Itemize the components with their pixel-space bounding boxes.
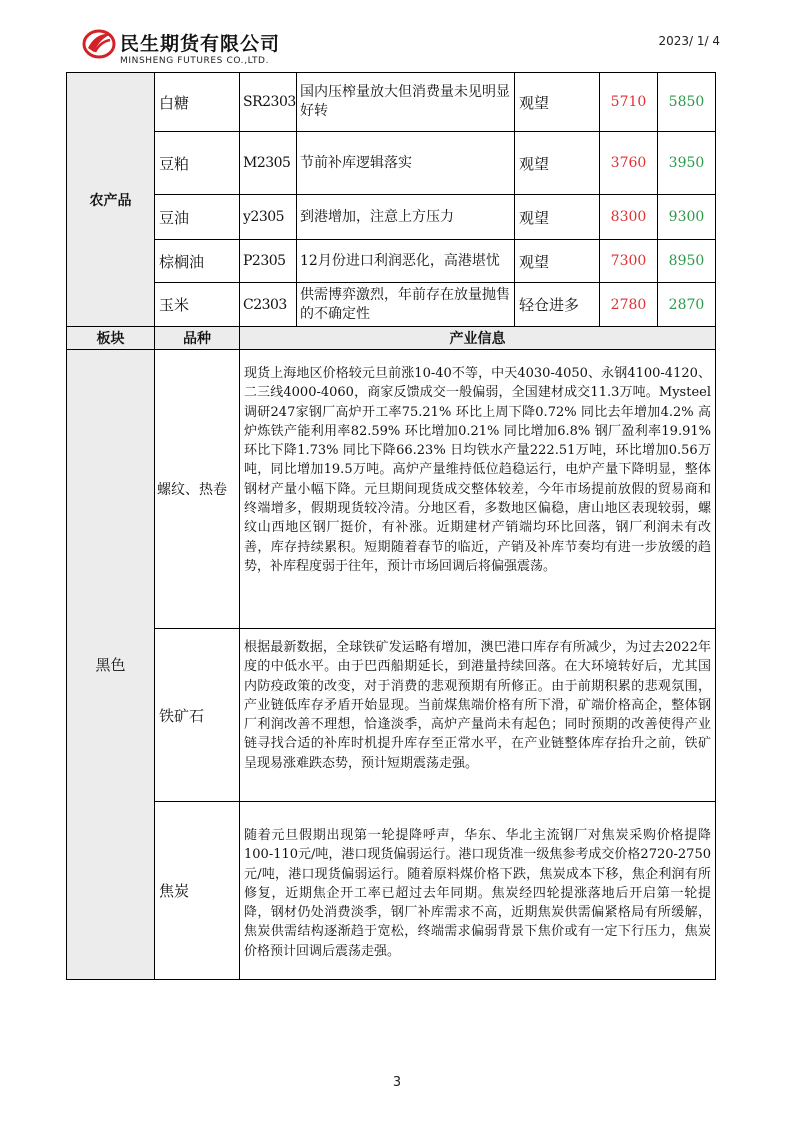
contract-code-cell: P2305 [239,239,297,283]
view-cell: 观望 [514,194,600,240]
contract-code-cell: C2303 [239,282,297,327]
variety-cell: 豆粕 [154,131,240,195]
support-price-cell: 8300 [599,194,658,240]
variety-cell: 焦炭 [154,801,240,980]
variety-cell: 豆油 [154,194,240,240]
industry-info-cell: 根据最新数据，全球铁矿发运略有增加，澳巴港口库存有所减少，为过去2022年度的中低水平。由于巴西船期延长，到港量持续回落。在大环境转好后，尤其国内防疫政策的改变，对于消费的悲观预期有所修正。由于前期积累的悲观氛围，产业链低库存矛盾开始显现。当前煤焦端价格有所下滑，矿端价格高企，整体钢厂利润改善不理想，恰逢淡季，高炉产量尚未有起色；同时预期的改善使得产业链寻找合适的补库时机提升库存至正常水平，在产业链整体库存抬升之前，铁矿呈现易涨难跌态势，预计短期震荡走强。 [239,628,716,802]
resistance-price-cell: 5850 [657,72,716,132]
variety-cell: 铁矿石 [154,628,240,802]
minsheng-logo-icon [82,26,116,60]
news-cell: 国内压榨量放大但消费量未见明显好转 [296,72,515,132]
industry-info-cell: 随着元旦假期出现第一轮提降呼声，华东、华北主流钢厂对焦炭采购价格提降100-110元/吨，港口现货偏弱运行。港口现货准一级焦参考成交价格2720-2750元/吨，港口现货偏弱运行。随着原料煤价格下跌，焦炭成本下移，焦企利润有所修复，近期焦企开工率已超过去年同期。焦炭经四轮提涨落地后开启第一轮提降，钢材仍处消费淡季，钢厂补库需求不高，近期焦炭供需偏紧格局有所缓解，焦炭供需结构逐渐趋于宽松，终端需求偏弱背景下焦价或有一定下行压力，焦炭价格预计回调后震荡走强。 [239,801,716,980]
support-price-cell: 3760 [599,131,658,195]
header-sector: 板块 [66,326,155,350]
view-cell: 观望 [514,72,600,132]
news-cell: 到港增加，注意上方压力 [296,194,515,240]
resistance-price-cell: 9300 [657,194,716,240]
support-price-cell: 7300 [599,239,658,283]
report-date: 2023/ 1/ 4 [658,34,720,48]
sector-cell-agri: 农产品 [66,72,155,327]
variety-cell: 白糖 [154,72,240,132]
view-cell: 观望 [514,131,600,195]
page-header [82,26,722,72]
variety-cell: 螺纹、热卷 [154,349,240,629]
sector-cell-black: 黑色 [66,349,155,980]
resistance-price-cell: 2870 [657,282,716,327]
resistance-price-cell: 3950 [657,131,716,195]
resistance-price-cell: 8950 [657,239,716,283]
variety-cell: 棕榈油 [154,239,240,283]
news-cell: 12月份进口利润恶化，高港堪忧 [296,239,515,283]
industry-info-cell: 现货上海地区价格较元旦前涨10-40不等，中天4030-4050、永钢4100-4120、二三线4000-4060，商家反馈成交一般偏弱，全国建材成交11.3万吨。Mysteel调研247家钢厂高炉开工率75.21% 环比上周下降0.72% 同比去年增加4.2% 高炉炼铁产能利用率82.59% 环比增加0.21% 同比增加6.8% 钢厂盈利率19.91% 环比下降1.73% 同比下降66.23% 日均铁水产量222.51万吨，环比增加0.56万吨，同比增加19.5万吨。高炉产量维持低位趋稳运行，电炉产量下降明显，整体钢材产量小幅下降。元旦期间现货成交整体较差，今年市场提前放假的贸易商和终端增多，假期现货较冷清。分地区看，多数地区偏稳，唐山地区表现较弱，螺纹山西地区钢厂挺价，有补涨。近期建材产销端均环比回落，钢厂利润未有改善，库存持续累积。短期随着春节的临近，产销及补库节奏均有进一步放缓的趋势，补库程度弱于往年，预计市场回调后将偏强震荡。 [239,349,716,629]
support-price-cell: 5710 [599,72,658,132]
news-cell: 供需博弈激烈，年前存在放量抛售的不确定性 [296,282,515,327]
news-cell: 节前补库逻辑落实 [296,131,515,195]
header-variety: 品种 [154,326,240,350]
view-cell: 观望 [514,239,600,283]
company-name-cn: 民生期货有限公司 [120,33,281,55]
view-cell: 轻仓进多 [514,282,600,327]
company-name-en: MINSHENG FUTURES CO.,LTD. [120,56,270,66]
variety-cell: 玉米 [154,282,240,327]
page-number: 3 [392,1075,402,1090]
support-price-cell: 2780 [599,282,658,327]
header-industry-info: 产业信息 [239,326,716,350]
contract-code-cell: SR2303 [239,72,297,132]
contract-code-cell: y2305 [239,194,297,240]
contract-code-cell: M2305 [239,131,297,195]
